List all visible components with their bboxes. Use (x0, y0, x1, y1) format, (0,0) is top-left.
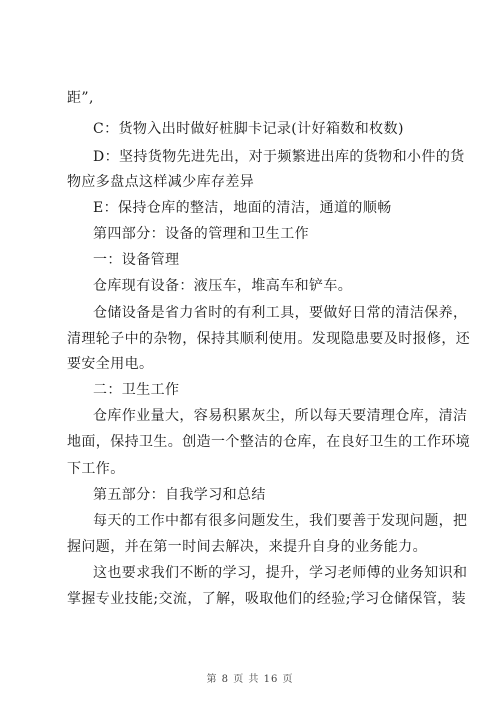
text-line: 这也要求我们不断的学习，提升，学习老师傅的业务知识和 (93, 565, 468, 581)
text-line: 下工作。 (67, 461, 125, 477)
text-line: 每天的工作中都有很多问题发生，我们要善于发现问题，把 (93, 513, 468, 529)
text-line: 掌握专业技能;交流，了解，吸取他们的经验;学习仓储保管，装 (67, 591, 467, 607)
text-line: 仓库现有设备：液压车，堆高车和铲车。 (93, 278, 353, 294)
text-line: C：货物入出时做好桩脚卡记录(计好箱数和枚数) (93, 121, 404, 137)
text-line: 地面，保持卫生。创造一个整洁的仓库，在良好卫生的工作环境 (67, 434, 471, 450)
text-line: 物应多盘点这样减少库存差异 (67, 174, 255, 190)
section-heading: 第五部分：自我学习和总结 (93, 487, 266, 503)
text-line: 仓储设备是省力省时的有利工具，要做好日常的清洁保养， (93, 305, 468, 321)
text-line: 要安全用电。 (67, 356, 154, 372)
section-heading: 第四部分：设备的管理和卫生工作 (93, 226, 309, 242)
text-line: E：保持仓库的整洁，地面的清洁，通道的顺畅 (93, 200, 392, 216)
subsection-heading: 一：设备管理 (93, 252, 180, 268)
text-line: D：坚持货物先进先出，对于频繁进出库的货物和小件的货 (93, 149, 465, 165)
text-line: 距”, (67, 90, 94, 106)
text-line: 仓库作业量大，容易积累灰尘，所以每天要清理仓库，清洁 (93, 408, 468, 424)
subsection-heading: 二：卫生工作 (93, 382, 180, 398)
page-number-footer: 第 8 页 共 16 页 (206, 674, 294, 685)
text-line: 握问题，并在第一时间去解决，来提升自身的业务能力。 (67, 539, 427, 555)
text-line: 清理轮子中的杂物，保持其顺利使用。发现隐患要及时报修，还 (67, 331, 471, 347)
